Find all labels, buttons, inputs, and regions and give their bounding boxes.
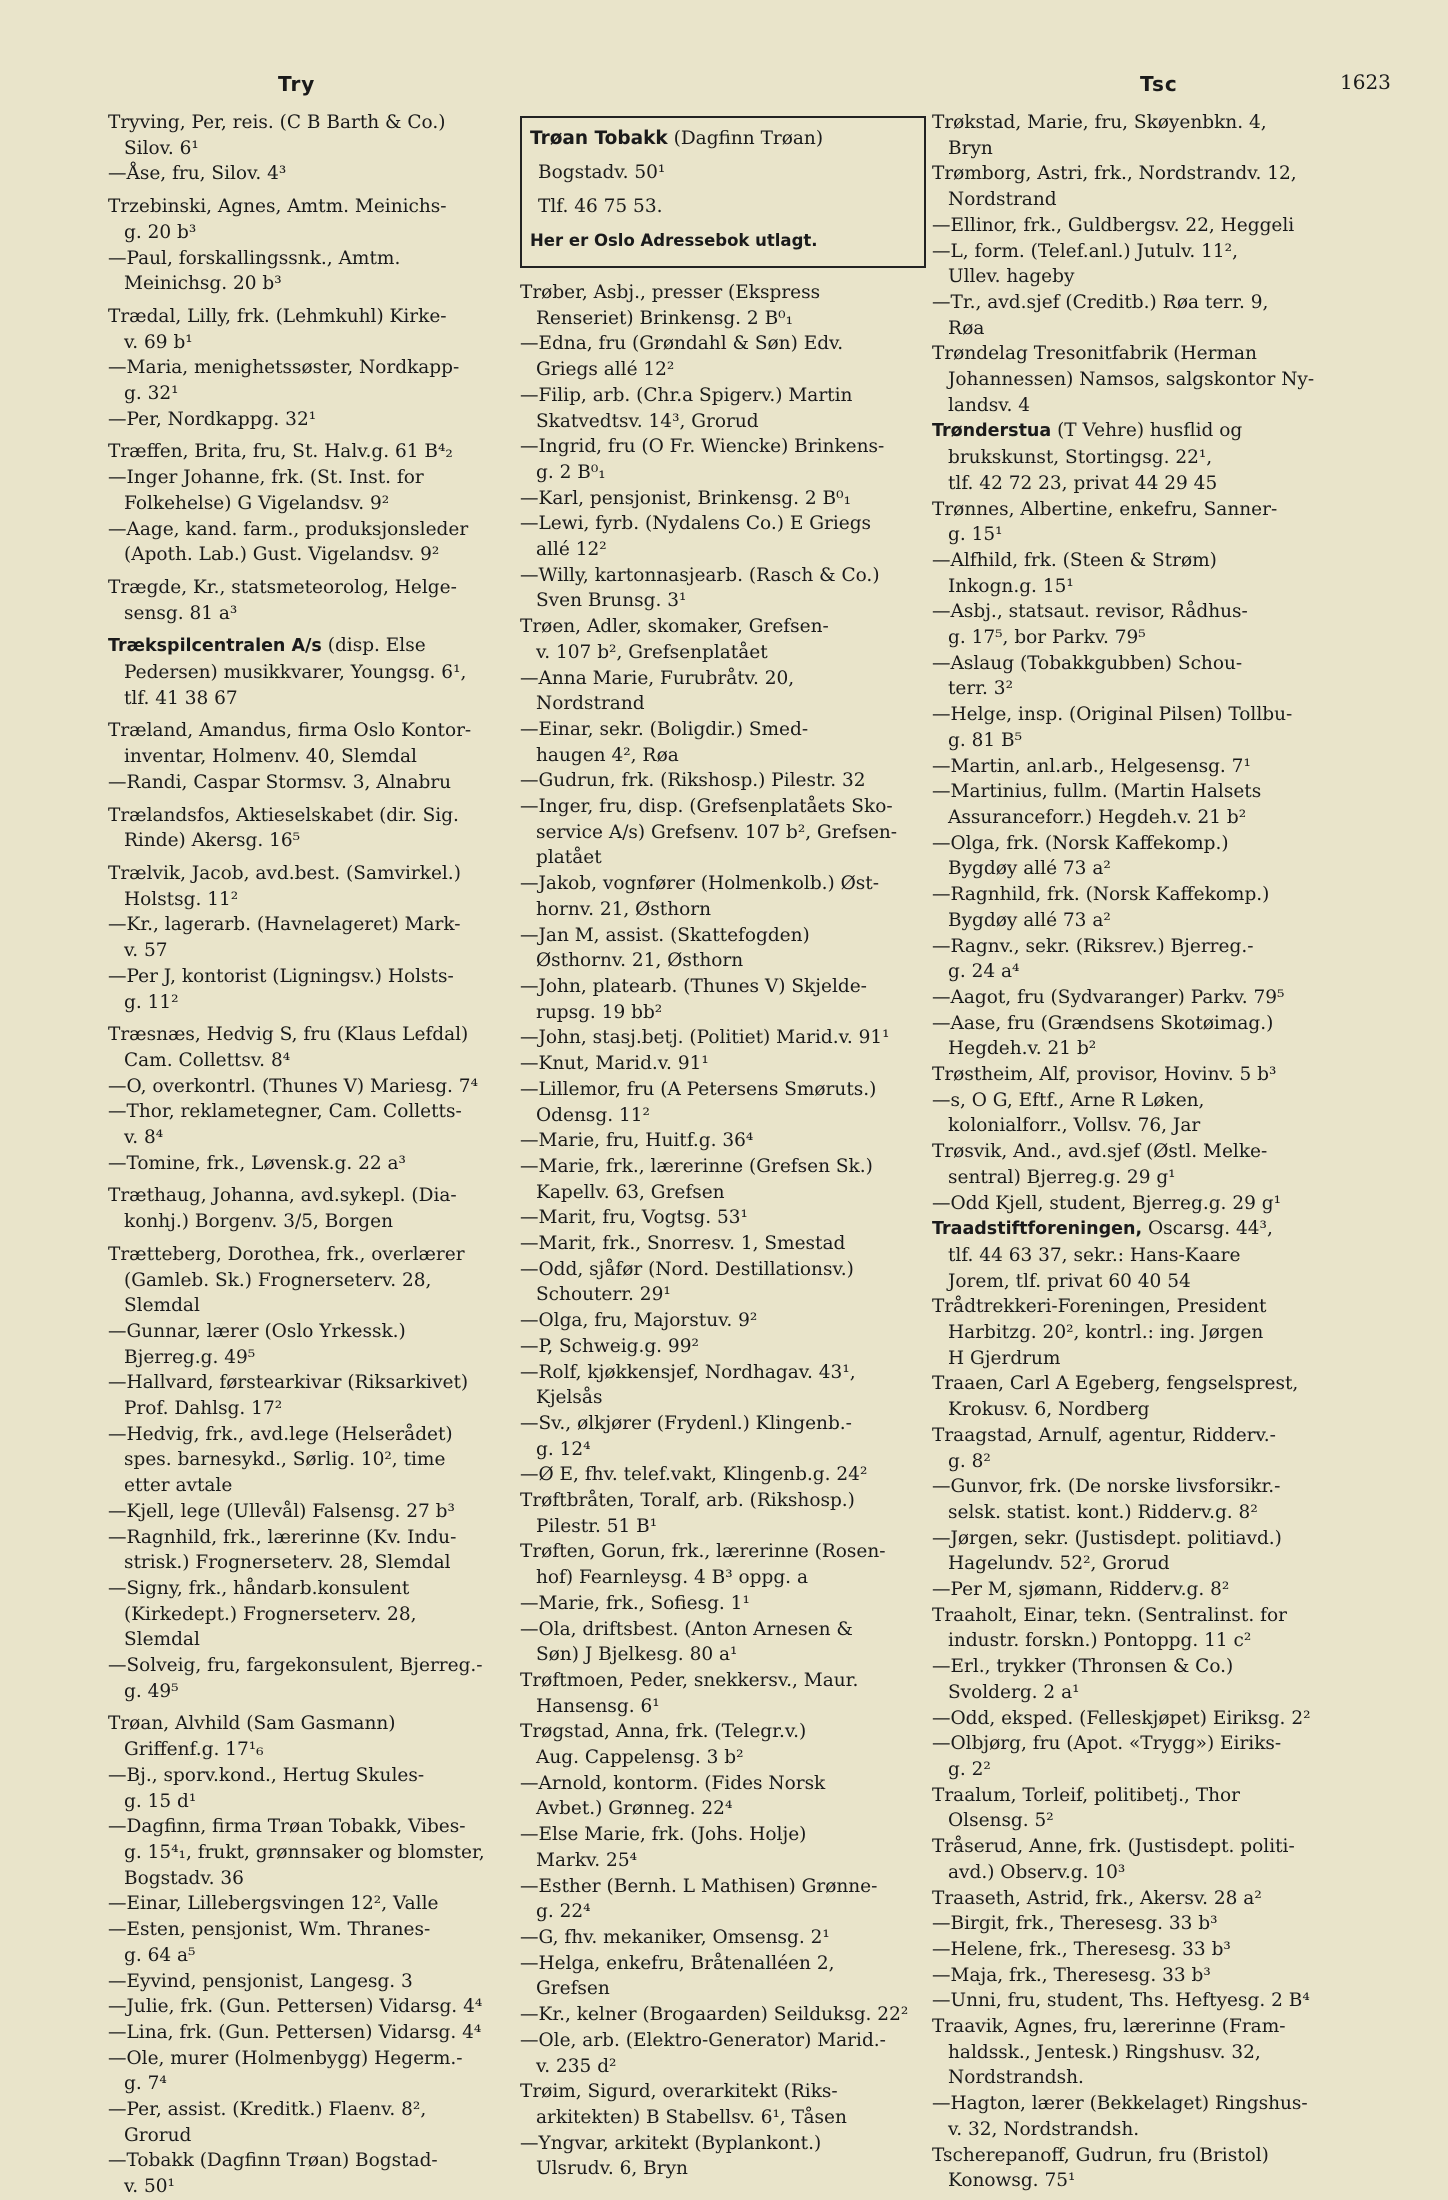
directory-entry: —Olbjørg, fru (Apot. «Trygg») Eiriks- g. 2² [932, 1733, 1282, 1780]
directory-entry: —Ragnhild, frk. (Norsk Kaffekomp.) Bygdøy allé 73 a² [932, 884, 1270, 931]
directory-entry [932, 418, 1338, 496]
directory-entry: —Ola, driftsbest. (Anton Arnesen & Søn) J Bjelkesg. 80 a¹ [520, 1618, 853, 1666]
column-3 [932, 110, 1338, 2194]
directory-entry: Tscherepanoff, Gudrun, fru (Bristol) Konowsg. 75¹ [932, 2144, 1269, 2192]
ad-footer: Her er Oslo Adressebok utlagt. [530, 231, 818, 250]
directory-entry: —Signy, frk., håndarb.konsulent (Kirkedept.) Frognerseterv. 28, Slemdal [108, 1577, 417, 1651]
directory-entry: Trzebinski, Agnes, Amtm. Meinichs- g. 20 b³ [108, 196, 447, 243]
directory-entry: —Kr., kelner (Brogaarden) Seilduksg. 22² [520, 2004, 909, 2026]
directory-entry: —Asbj., statsaut. revisor, Rådhus- g. 17⁵, bor Parkv. 79⁵ [932, 601, 1248, 649]
directory-entry: —Edna, fru (Grøndahl & Søn) Edv. Griegs allé 12² [520, 333, 844, 381]
directory-entry: —Maja, frk., Theresesg. 33 b³ [932, 1964, 1211, 1986]
directory-entry: —Marit, fru, Vogtsg. 53¹ [520, 1207, 748, 1229]
directory-entry: —Gunnar, lærer (Oslo Yrkessk.) Bjerreg.g. 49⁵ [108, 1320, 406, 1368]
directory-entry: —Martinius, fullm. (Martin Halsets Assuranceforr.) Hegdeh.v. 21 b² [932, 781, 1262, 828]
directory-entry: Trøsvik, And., avd.sjef (Østl. Melke- sentral) Bjerreg.g. 29 g¹ [932, 1141, 1268, 1188]
directory-entry: Trøan, Alvhild (Sam Gasmann) Griffenf.g. 17¹₆ [108, 1713, 396, 1761]
directory-entry: —Inger Johanne, frk. (St. Inst. for Folkehelse) G Vigelandsv. 9² [108, 467, 424, 514]
directory-entry: —L, form. (Telef.anl.) Jutulv. 11², Ullev. hageby [932, 240, 1238, 288]
directory-entry: —Kr., lagerarb. (Havnelageret) Mark- v. 57 [108, 914, 461, 962]
directory-entry: Trælandsfos, Aktieselskabet (dir. Sig. Rinde) Akersg. 16⁵ [108, 804, 459, 852]
directory-entry: Trælvik, Jacob, avd.best. (Samvirkel.) Holstsg. 11² [108, 862, 461, 910]
directory-entry [108, 633, 514, 711]
entry-rest: (T Vehre) husflid og brukskunst, Stortingsg. 22¹, tlf. 42 72 23, privat 44 29 45 [948, 420, 1243, 494]
directory-entry: Træthaug, Johanna, avd.sykepl. (Dia- konhj.) Borgenv. 3/5, Borgen [108, 1185, 457, 1233]
directory-entry: —Erl., trykker (Thronsen & Co.) Svolderg. 2 a¹ [932, 1656, 1234, 1703]
directory-entry: —Rolf, kjøkkensjef, Nordhagav. 43¹, Kjelsås [520, 1361, 856, 1409]
directory-entry: Trædal, Lilly, frk. (Lehmkuhl) Kirke- v. 69 b¹ [108, 305, 447, 353]
directory-entry: —Odd Kjell, student, Bjerreg.g. 29 g¹ [932, 1192, 1281, 1214]
directory-entry: —Lillemor, fru (A Petersens Smøruts.) Odensg. 11² [520, 1078, 877, 1126]
directory-entry: —s, O G, Eftf., Arne R Løken, kolonialforr., Vollsv. 76, Jar [932, 1089, 1205, 1137]
directory-entry: —Ellinor, frk., Guldbergsv. 22, Heggeli [932, 214, 1295, 236]
directory-entry: Trønnes, Albertine, enkefru, Sanner- g. 15¹ [932, 498, 1278, 546]
directory-entry: —Ole, murer (Holmenbygg) Hegerm.- g. 7⁴ [108, 2047, 463, 2095]
directory-entry: —Åse, fru, Silov. 4³ [108, 163, 287, 185]
directory-entry: Traaholt, Einar, tekn. (Sentralinst. for industr. forskn.) Pontoppg. 11 c² [932, 1604, 1287, 1652]
directory-entry: —Unni, fru, student, Ths. Heftyesg. 2 B⁴ [932, 1990, 1310, 2012]
directory-entry: —Martin, anl.arb., Helgesensg. 7¹ [932, 755, 1251, 777]
entry-bold-name: Traadstiftforeningen, [932, 1219, 1143, 1240]
directory-entry: Traalum, Torleif, politibetj., Thor Olsensg. 5² [932, 1784, 1240, 1832]
page-number: 1623 [1340, 70, 1391, 94]
directory-entry: —Anna Marie, Furubråtv. 20, Nordstrand [520, 667, 795, 715]
directory-entry: —Per J, kontorist (Ligningsv.) Holsts- g. 11² [108, 965, 454, 1013]
directory-entry: —Bj., sporv.kond., Hertug Skules- g. 15 d¹ [108, 1764, 425, 1812]
directory-entry: —Jan M, assist. (Skattefogden) Østhornv. 21, Østhorn [520, 924, 810, 972]
directory-entry: Trøstheim, Alf, provisor, Hovinv. 5 b³ [932, 1064, 1277, 1086]
directory-entry: —Jørgen, sekr. (Justisdept. politiavd.) Hagelundv. 52², Grorud [932, 1527, 1282, 1575]
running-head-left: Try [278, 72, 316, 96]
directory-entry: —Ø E, fhv. telef.vakt, Klingenb.g. 24² [520, 1464, 868, 1486]
directory-entry: Træffen, Brita, fru, St. Halv.g. 61 B⁴₂ [108, 441, 453, 463]
directory-entry: —Jakob, vognfører (Holmenkolb.) Øst- hornv. 21, Østhorn [520, 873, 879, 920]
entry-bold-name: Trønderstua [932, 421, 1052, 442]
directory-entry: —Olga, frk. (Norsk Kaffekomp.) Bygdøy allé 73 a² [932, 832, 1229, 880]
directory-entry: —Marit, frk., Snorresv. 1, Smestad [520, 1233, 846, 1255]
directory-entry: —John, stasj.betj. (Politiet) Marid.v. 91¹ [520, 1027, 890, 1049]
directory-entry: —Olga, fru, Majorstuv. 9² [520, 1310, 758, 1332]
directory-entry: Træland, Amandus, firma Oslo Kontor- inventar, Holmenv. 40, Slemdal [108, 720, 472, 768]
directory-entry: —Esther (Bernh. L Mathisen) Grønne- g. 22⁴ [520, 1875, 878, 1923]
ad-address: Bogstadv. 50¹ [538, 162, 666, 183]
directory-entry: Traaen, Carl A Egeberg, fengselsprest, Krokusv. 6, Nordberg [932, 1373, 1299, 1421]
directory-entry: —Esten, pensjonist, Wm. Thranes- g. 64 a⁵ [108, 1919, 431, 1966]
directory-entry: Trøftmoen, Peder, snekkersv., Maur. Hansensg. 6¹ [520, 1669, 859, 1717]
directory-entry: —Gudrun, frk. (Rikshosp.) Pilestr. 32 [520, 770, 866, 792]
directory-entry: —Ole, arb. (Elektro-Generator) Marid.- v. 235 d² [520, 2029, 886, 2077]
directory-entry: —O, overkontrl. (Thunes V) Mariesg. 7⁴ [108, 1075, 478, 1097]
directory-entry: —Eyvind, pensjonist, Langesg. 3 [108, 1970, 413, 1992]
directory-entry: —Dagfinn, firma Trøan Tobakk, Vibes- g. 15⁴₁, frukt, grønnsaker og blomster, Bogstadv. 36 [108, 1816, 485, 1889]
directory-entry: Trådtrekkeri-Foreningen, President Harbitzg. 20², kontrl.: ing. Jørgen H Gjerdrum [932, 1296, 1267, 1369]
directory-entry: —Birgit, frk., Theresesg. 33 b³ [932, 1913, 1218, 1935]
directory-entry: —Willy, kartonnasjearb. (Rasch & Co.) Sven Brunsg. 3¹ [520, 564, 880, 612]
directory-entry: Trætteberg, Dorothea, frk., overlærer (Gamleb. Sk.) Frognerseterv. 28, Slemdal [108, 1243, 465, 1317]
directory-entry: —Marie, frk., Sofiesg. 1¹ [520, 1592, 750, 1614]
directory-entry: —Aslaug (Tobakkgubben) Schou- terr. 3² [932, 652, 1243, 700]
directory-entry: —Ingrid, fru (O Fr. Wiencke) Brinkens- g. 2 B⁰₁ [520, 436, 885, 483]
column-1 [108, 110, 514, 2200]
directory-entry: Trøndelag Tresonitfabrik (Herman Johannessen) Namsos, salgskontor Ny- landsv. 4 [932, 343, 1315, 416]
directory-entry: —John, platearb. (Thunes V) Skjelde- rupsg. 19 bb² [520, 975, 867, 1023]
directory-entry: —Hedvig, frk., avd.lege (Helserådet) spes. barnesykd., Sørlig. 10², time etter avtale [108, 1423, 453, 1497]
directory-entry: —Per, assist. (Kreditk.) Flaenv. 8², Grorud [108, 2099, 427, 2146]
entry-rest: Oscarsg. 44³, tlf. 44 63 37, sekr.: Hans-Kaare Jorem, tlf. privat 60 40 54 [948, 1218, 1273, 1292]
directory-entry: Traagstad, Arnulf, agentur, Ridderv.- g. 8² [932, 1424, 1276, 1472]
directory-entry: Trøftbråten, Toralf, arb. (Rikshosp.) Pilestr. 51 B¹ [520, 1490, 855, 1537]
directory-entry: Trægde, Kr., statsmeteorolog, Helge- sensg. 81 a³ [108, 576, 457, 624]
directory-entry: —Hallvard, førstearkivar (Riksarkivet) Prof. Dahlsg. 17² [108, 1372, 469, 1420]
directory-entry [932, 1216, 1338, 1294]
directory-entry: —G, fhv. mekaniker, Omsensg. 2¹ [520, 1927, 830, 1948]
directory-entry: Trøen, Adler, skomaker, Grefsen- v. 107 b², Grefsenplatået [520, 616, 829, 663]
directory-entry: —Marie, fru, Huitf.g. 36⁴ [520, 1130, 754, 1152]
directory-entry: —Kjell, lege (Ullevål) Falsensg. 27 b³ [108, 1500, 455, 1522]
directory-entry: —Lina, frk. (Gun. Pettersen) Vidarsg. 4⁴ [108, 2021, 482, 2043]
ad-phone: Tlf. 46 75 53. [538, 196, 663, 217]
directory-entry: —Aage, kand. farm., produksjonsleder (Apoth. Lab.) Gust. Vigelandsv. 9² [108, 518, 469, 566]
directory-entry: Trøber, Asbj., presser (Ekspress Renseriet) Brinkensg. 2 B⁰₁ [520, 282, 821, 329]
directory-entry: —Alfhild, frk. (Steen & Strøm) Inkogn.g. 15¹ [932, 549, 1217, 597]
directory-entry: —Yngvar, arkitekt (Byplankont.) Ulsrudv. 6, Bryn [520, 2132, 822, 2180]
directory-entry: Trøim, Sigurd, overarkitekt (Riks- arkitekten) B Stabellsv. 6¹, Tåsen [520, 2081, 847, 2128]
ad-owner: (Dagfinn Trøan) [667, 128, 824, 149]
directory-entry: Traaseth, Astrid, frk., Akersv. 28 a² [932, 1887, 1262, 1909]
directory-entry: Trømborg, Astri, frk., Nordstrandv. 12, Nordstrand [932, 163, 1297, 211]
directory-entry: —Ragnhild, frk., lærerinne (Kv. Indu- strisk.) Frognerseterv. 28, Slemdal [108, 1526, 457, 1574]
entry-rest: (disp. Else Pedersen) musikkvarer, Youngsg. 6¹, tlf. 41 38 67 [124, 635, 467, 709]
directory-entry: —Thor, reklametegner, Cam. Colletts- v. 8⁴ [108, 1101, 462, 1149]
directory-entry: —Marie, frk., lærerinne (Grefsen Sk.) Kapellv. 63, Grefsen [520, 1155, 873, 1203]
directory-entry: —Gunvor, frk. (De norske livsforsikr.- selsk. statist. kont.) Ridderv.g. 8² [932, 1476, 1281, 1523]
directory-entry: —P, Schweig.g. 99² [520, 1335, 699, 1357]
column-2 [520, 110, 926, 2182]
directory-entry: Trøften, Gorun, frk., lærerinne (Rosen- hof) Fearnleysg. 4 B³ oppg. a [520, 1541, 886, 1589]
directory-entry: —Tomine, frk., Løvensk.g. 22 a³ [108, 1152, 406, 1174]
column-2-entries [520, 280, 926, 2182]
directory-entry: —Aagot, fru (Sydvaranger) Parkv. 79⁵ [932, 986, 1285, 1008]
directory-entry: —Tr., avd.sjef (Creditb.) Røa terr. 9, Røa [932, 291, 1269, 339]
advertisement-box [520, 116, 926, 268]
directory-entry: —Odd, sjåfør (Nord. Destillationsv.) Schouterr. 29¹ [520, 1258, 854, 1306]
directory-entry: —Ragnv., sekr. (Riksrev.) Bjerreg.- g. 24 a⁴ [932, 935, 1254, 983]
directory-entry: —Tobakk (Dagfinn Trøan) Bogstad- v. 50¹ [108, 2150, 438, 2198]
directory-entry: —Else Marie, frk. (Johs. Holje) Markv. 25⁴ [520, 1824, 807, 1871]
directory-entry: —Randi, Caspar Stormsv. 3, Alnabru [108, 771, 452, 793]
ad-name: Trøan Tobakk [530, 128, 668, 149]
directory-entry: —Julie, frk. (Gun. Pettersen) Vidarsg. 4⁴ [108, 1996, 483, 2018]
directory-entry: —Knut, Marid.v. 91¹ [520, 1053, 709, 1075]
directory-entry: —Arnold, kontorm. (Fides Norsk Avbet.) Grønneg. 22⁴ [520, 1772, 826, 1820]
directory-entry: Trøgstad, Anna, frk. (Telegr.v.) Aug. Cappelensg. 3 b² [520, 1721, 807, 1769]
directory-entry: —Helga, enkefru, Bråtenalléen 2, Grefsen [520, 1952, 835, 2000]
directory-entry: —Filip, arb. (Chr.a Spigerv.) Martin Skatvedtsv. 14³, Grorud [520, 384, 853, 432]
directory-entry: —Helge, insp. (Original Pilsen) Tollbu- g. 81 B⁵ [932, 704, 1293, 751]
ad-title-line [530, 122, 916, 156]
directory-entry: Tråserud, Anne, frk. (Justisdept. politi- avd.) Observ.g. 10³ [932, 1836, 1295, 1883]
directory-entry: Træsnæs, Hedvig S, fru (Klaus Lefdal) Cam. Collettsv. 8⁴ [108, 1024, 469, 1071]
directory-entry: —Paul, forskallingssnk., Amtm. Meinichsg. 20 b³ [108, 247, 401, 295]
entry-bold-name: Trækspilcentralen A/s [108, 636, 322, 657]
directory-entry: —Sv., ølkjører (Frydenl.) Klingenb.- g. 12⁴ [520, 1412, 852, 1460]
directory-entry: —Aase, fru (Grændsens Skotøimag.) Hegdeh.v. 21 b² [932, 1012, 1274, 1060]
running-head-right: Tsc [1140, 72, 1178, 96]
directory-entry: —Helene, frk., Theresesg. 33 b³ [932, 1938, 1231, 1960]
directory-entry: —Karl, pensjonist, Brinkensg. 2 B⁰₁ [520, 487, 851, 509]
directory-entry: —Inger, fru, disp. (Grefsenplatåets Sko- service A/s) Grefsenv. 107 b², Grefsen- platået [520, 796, 898, 869]
directory-entry: —Per M, sjømann, Ridderv.g. 8² [932, 1579, 1230, 1601]
directory-entry: Traavik, Agnes, fru, lærerinne (Fram- haldssk., Jentesk.) Ringshusv. 32, Nordstrandsh. [932, 2016, 1286, 2089]
directory-entry: —Einar, sekr. (Boligdir.) Smed- haugen 4², Røa [520, 718, 809, 766]
directory-entry: —Odd, eksped. (Felleskjøpet) Eiriksg. 2² [932, 1707, 1311, 1729]
directory-entry: Tryving, Per, reis. (C B Barth & Co.) Silov. 6¹ [108, 112, 446, 159]
directory-entry: —Per, Nordkappg. 32¹ [108, 408, 317, 430]
directory-entry: —Hagton, lærer (Bekkelaget) Ringshus- v. 32, Nordstrandsh. [932, 2093, 1308, 2140]
directory-entry: —Lewi, fyrb. (Nydalens Co.) E Griegs allé 12² [520, 513, 872, 561]
directory-entry: Trøkstad, Marie, fru, Skøyenbkn. 4, Bryn [932, 112, 1267, 159]
directory-entry: —Einar, Lillebergsvingen 12², Valle [108, 1893, 439, 1915]
directory-entry: —Solveig, fru, fargekonsulent, Bjerreg.- g. 49⁵ [108, 1655, 483, 1702]
directory-entry: —Maria, menighetssøster, Nordkapp- g. 32¹ [108, 357, 460, 405]
